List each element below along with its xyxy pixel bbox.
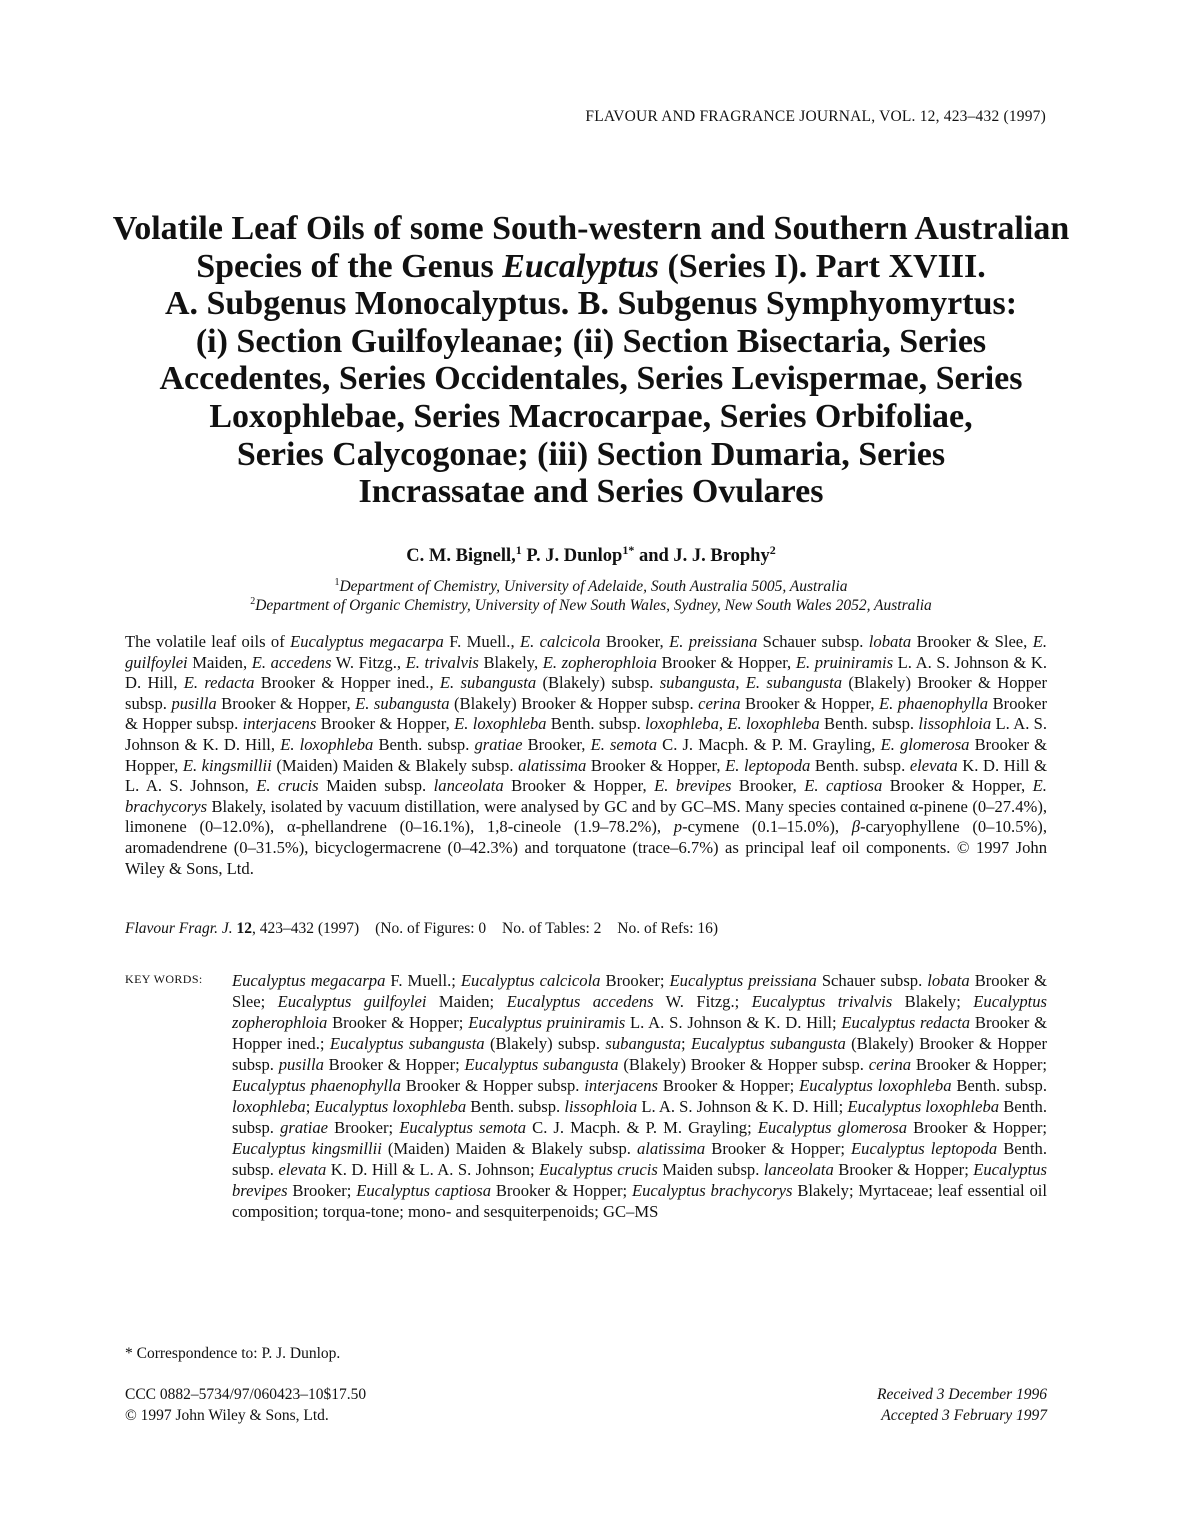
keyword-segment-text: ; (681, 1034, 692, 1053)
keyword-segment-italic: Eucalyptus brachycorys (631, 1181, 793, 1200)
title-line: Accedentes, Series Occidentales, Series Levispermae, Series (159, 360, 1023, 398)
keyword-segment-italic: Eucalyptus loxophleba (847, 1097, 1000, 1116)
abstract-segment-text: Brooker, (522, 734, 591, 754)
keyword-segment-text: Brooker & Hopper; (491, 1181, 632, 1200)
abstract-segment-italic: elevata (909, 755, 958, 775)
keyword-segment-text: Benth. subsp. (232, 1139, 1047, 1179)
keyword-segment-text: Brooker; (328, 1118, 400, 1137)
keyword-segment-italic: Eucalyptus glomerosa (757, 1118, 908, 1137)
affiliation-mark: 1 (334, 577, 340, 588)
keyword-segment-text: Brooker & Hopper; (327, 1013, 469, 1032)
abstract-segment-italic: E. subangusta (355, 693, 450, 713)
keyword-segment-text: W. Fitzg.; (653, 992, 752, 1011)
abstract-segment-text: K. D. Hill & L. A. S. Johnson, (125, 755, 1047, 796)
abstract-segment-italic: E. zopherophloia (542, 652, 657, 672)
abstract-segment-italic: E. kingsmillii (182, 755, 272, 775)
keyword-segment-text: Benth. subsp. (466, 1097, 565, 1116)
keyword-segment-italic: Eucalyptus redacta (841, 1013, 971, 1032)
author-name: and J. J. Brophy (638, 546, 770, 566)
keyword-segment-italic: Eucalyptus captiosa (356, 1181, 492, 1200)
keyword-segment-text: Schauer subsp. (816, 971, 928, 990)
keyword-segment-italic: lissophloia (564, 1097, 638, 1116)
abstract-segment-italic: E. loxophleba (727, 714, 820, 734)
keyword-segment-text: Brooker & Hopper subsp. (400, 1076, 585, 1095)
abstract-segment-italic: alatissima (518, 755, 587, 775)
abstract-segment-italic: lanceolata (433, 776, 504, 796)
title-text: Species of the Genus (196, 247, 494, 285)
abstract-segment-italic: lobata (868, 632, 912, 651)
abstract-segment-text: , (718, 714, 728, 734)
keyword-segment-text: Benth. subsp. (232, 1097, 1047, 1137)
title-line: A. Subgenus Monocalyptus. B. Subgenus Symphyomyrtus: (164, 285, 1018, 323)
title-line: (i) Section Guilfoyleanae; (ii) Section Bisectaria, Series (195, 322, 987, 360)
abstract-segment-text: Brooker & Hopper, (216, 693, 356, 713)
abstract-segment-italic: Eucalyptus megacarpa (290, 632, 444, 651)
abstract-segment-italic: E. calcicola (519, 632, 601, 651)
affiliation-text: Department of Organic Chemistry, University of New South Wales, Sydney, New South Wales 2052, Australia (255, 597, 932, 615)
title-line: Incrassatae and Series Ovulares (358, 473, 824, 511)
abstract-segment-text: , (735, 673, 746, 693)
abstract-segment-text: Brooker & Slee, (911, 632, 1033, 651)
keyword-segment-text: (Blakely) Brooker & Hopper subsp. (232, 1034, 1048, 1074)
abstract-segment-italic: p (673, 817, 683, 837)
keyword-segment-text: Brooker & Hopper ined.; (232, 1013, 1047, 1053)
journal-abbrev: Flavour Fragr. J. (125, 920, 233, 937)
keyword-segment-italic: cerina (868, 1055, 912, 1074)
keyword-segment-italic: lanceolata (763, 1160, 834, 1179)
abstract-segment-text: Maiden, (187, 652, 252, 672)
keyword-segment-italic: Eucalyptus leptopoda (851, 1139, 998, 1158)
abstract-segment-italic: E. subangusta (439, 673, 537, 693)
abstract-segment-italic: subangusta (659, 673, 736, 693)
affiliation-mark: 2 (250, 596, 256, 607)
abstract-segment-italic: β (851, 817, 861, 837)
abstract-segment-text: The volatile leaf oils of (125, 632, 291, 651)
abstract-segment-text: C. J. Macph. & P. M. Grayling, (657, 734, 881, 754)
received-dates (877, 1384, 1047, 1426)
abstract-segment-italic: E. guilfoylei (125, 632, 1047, 672)
abstract-segment-text: (Maiden) Maiden & Blakely subsp. (271, 755, 519, 775)
abstract-segment-italic: E. glomerosa (880, 734, 970, 754)
keyword-segment-text: (Maiden) Maiden & Blakely subsp. (381, 1139, 637, 1158)
copyright-notice: © 1997 John Wiley & Sons, Ltd. (125, 1407, 329, 1424)
abstract-segment-text: Brooker & Hopper, (882, 776, 1033, 796)
abstract-segment-italic: E. captiosa (804, 776, 883, 796)
keyword-segment-text: Brooker & Hopper; (323, 1055, 465, 1074)
author-affil-mark: 1* (622, 542, 635, 557)
keyword-segment-italic: interjacens (584, 1076, 659, 1095)
keyword-segment-text: Brooker & Hopper; (911, 1055, 1047, 1074)
keyword-segment-text: L. A. S. Johnson & K. D. Hill; (637, 1097, 848, 1116)
pages-year: , 423–432 (1997) (252, 920, 360, 937)
keyword-segment-italic: Eucalyptus guilfoylei (277, 992, 427, 1011)
title-line: Loxophlebae, Series Macrocarpae, Series Orbifoliae, (209, 397, 973, 435)
abstract-segment-italic: E. loxophleba (454, 714, 547, 734)
abstract-segment-text: W. Fitzg., (331, 652, 406, 672)
correspondence-footnote: * Correspondence to: P. J. Dunlop. (125, 1345, 341, 1362)
keyword-segment-text: (Blakely) subsp. (484, 1034, 606, 1053)
title-line (110, 248, 1072, 286)
title-line: Volatile Leaf Oils of some South-western and Southern Australian (112, 210, 1070, 247)
keyword-segment-text: Maiden subsp. (657, 1160, 764, 1179)
abstract-segment-text: Brooker, (731, 776, 805, 796)
ccc-code: CCC 0882–5734/97/060423–10$17.50 (125, 1386, 367, 1403)
keyword-segment-italic: Eucalyptus semota (399, 1118, 527, 1137)
abstract-segment-text: Brooker & Hopper, (503, 776, 655, 796)
keyword-segment-italic: Eucalyptus subangusta (691, 1034, 846, 1053)
title-text: (Series I). Part XVIII. (667, 247, 986, 285)
affiliation (110, 596, 1072, 615)
abstract-segment-text: Brooker & Hopper, (316, 714, 455, 734)
affiliation-text: Department of Chemistry, University of Adelaide, South Australia 5005, Australia (339, 578, 848, 596)
keyword-segment-italic: Eucalyptus kingsmillii (232, 1139, 382, 1158)
volume-number: 12 (236, 920, 253, 937)
abstract-segment-italic: E. loxophleba (280, 734, 374, 754)
article-title (110, 210, 1072, 511)
keyword-segment-italic: elevata (278, 1160, 327, 1179)
keyword-segment-text: F. Muell.; (385, 971, 461, 990)
abstract-segment-text: Brooker, (600, 632, 670, 651)
citation-line (125, 920, 1047, 938)
keyword-segment-text: Maiden; (426, 992, 507, 1011)
abstract-segment-text: Benth. subsp. (546, 714, 646, 734)
abstract-segment-text: (Blakely) subsp. (536, 673, 660, 693)
copyright-block (125, 1384, 366, 1426)
abstract-segment-italic: E. redacta (183, 673, 255, 693)
keywords (232, 970, 1047, 1222)
abstract-segment-italic: E. pruiniramis (795, 652, 894, 672)
title-line: Series Calycogonae; (iii) Section Dumaria, Series (236, 435, 946, 473)
abstract-segment-text: (Blakely) Brooker & Hopper subsp. (449, 693, 699, 713)
keyword-segment-text: Brooker; (600, 971, 670, 990)
keyword-segment-text: K. D. Hill & L. A. S. Johnson; (326, 1160, 540, 1179)
abstract-segment-text: -cymene (0.1–15.0%), (682, 817, 852, 837)
abstract-segment-italic: loxophleba (645, 714, 719, 734)
keyword-segment-text: Blakely; (892, 992, 974, 1011)
abstract-segment-text: Benth. subsp. (819, 714, 919, 734)
abstract-segment-text: Brooker & Hopper subsp. (125, 693, 1047, 734)
keyword-segment-italic: Eucalyptus accedens (506, 992, 654, 1011)
keyword-segment-italic: alatissima (636, 1139, 706, 1158)
abstract-segment-italic: E. trivalvis (405, 652, 479, 672)
abstract-segment-text: Benth. subsp. (810, 755, 910, 775)
abstract-segment-italic: pusilla (171, 693, 217, 713)
keyword-segment-italic: lobata (927, 971, 970, 990)
affiliation (110, 577, 1072, 596)
keyword-segment-text: Brooker & Hopper; (705, 1139, 852, 1158)
keyword-segment-italic: Eucalyptus phaenophylla (232, 1076, 401, 1095)
keyword-segment-text: Brooker & Hopper; (907, 1118, 1048, 1137)
abstract-segment-text: Brooker & Hopper, (586, 755, 726, 775)
accepted-date: Accepted 3 February 1997 (881, 1407, 1047, 1424)
abstract-segment-text: Brooker & Hopper ined., (254, 673, 440, 693)
keyword-segment-italic: Eucalyptus subangusta (464, 1055, 619, 1074)
keyword-segment-text: Benth. subsp. (951, 1076, 1047, 1095)
keyword-segment-italic: Eucalyptus preissiana (669, 971, 817, 990)
keyword-segment-text: Blakely; Myrtaceae; leaf essential oil composition; torqua-tone; mono- and sesquiterpenoids; GC–MS (232, 1181, 1047, 1221)
keyword-segment-italic: Eucalyptus megacarpa (232, 971, 386, 990)
figure-count: (No. of Figures: 0 (375, 920, 487, 937)
keywords-label: KEY WORDS: (125, 972, 203, 986)
abstract-segment-italic: E. phaenophylla (879, 693, 989, 713)
author-list (110, 542, 1072, 567)
abstract-segment-italic: E. subangusta (745, 673, 843, 693)
abstract-segment-italic: E. leptopoda (725, 755, 811, 775)
keyword-segment-italic: Eucalyptus calcicola (460, 971, 601, 990)
keyword-segment-italic: Eucalyptus subangusta (329, 1034, 485, 1053)
keyword-segment-italic: pusilla (278, 1055, 324, 1074)
abstract-segment-italic: lissophloia (918, 714, 992, 734)
keyword-segment-italic: Eucalyptus brevipes (232, 1160, 1047, 1200)
keyword-segment-italic: subangusta (605, 1034, 682, 1053)
abstract-segment-text: L. A. S. Johnson & K. D. Hill, (125, 714, 1048, 754)
keyword-segment-text: Brooker & Slee; (232, 971, 1047, 1011)
title-genus: Eucalyptus (502, 247, 660, 285)
abstract-segment-italic: gratiae (474, 734, 523, 754)
keyword-segment-italic: loxophleba (232, 1097, 306, 1116)
keyword-segment-text: Brooker & Hopper; (658, 1076, 800, 1095)
author-affil-mark: 1 (515, 542, 522, 557)
ref-count: No. of Refs: 16) (617, 920, 719, 937)
keyword-segment-italic: Eucalyptus zopherophloia (232, 992, 1047, 1032)
abstract-segment-text: F. Muell., (443, 632, 520, 651)
abstract (125, 632, 1047, 879)
keyword-segment-italic: Eucalyptus crucis (539, 1160, 658, 1179)
abstract-segment-italic: cerina (698, 693, 741, 713)
keyword-segment-text: (Blakely) Brooker & Hopper subsp. (618, 1055, 869, 1074)
keyword-segment-text: ; (305, 1097, 315, 1116)
abstract-segment-text: Maiden subsp. (318, 776, 434, 796)
abstract-segment-italic: E. semota (590, 734, 657, 754)
author-affil-mark: 2 (769, 542, 776, 557)
author-name: C. M. Bignell, (406, 546, 516, 566)
abstract-segment-text: Brooker & Hopper, (656, 652, 796, 672)
abstract-segment-italic: E. accedens (251, 652, 332, 672)
abstract-segment-text: Schauer subsp. (757, 632, 869, 651)
keyword-segment-italic: Eucalyptus trivalvis (751, 992, 893, 1011)
received-date: Received 3 December 1996 (877, 1386, 1047, 1403)
abstract-segment-text: Brooker & Hopper, (740, 693, 879, 713)
keyword-segment-italic: Eucalyptus loxophleba (314, 1097, 467, 1116)
abstract-segment-text: (Blakely) Brooker & Hopper subsp. (125, 673, 1047, 713)
abstract-segment-text: L. A. S. Johnson & K. D. Hill, (125, 652, 1047, 693)
keyword-segment-text: Brooker; (287, 1181, 357, 1200)
abstract-segment-italic: interjacens (242, 714, 317, 734)
abstract-segment-italic: E. brevipes (654, 776, 732, 796)
abstract-segment-text: Benth. subsp. (373, 734, 475, 754)
keyword-segment-italic: Eucalyptus loxophleba (799, 1076, 952, 1095)
abstract-segment-text: Brooker & Hopper, (125, 734, 1048, 775)
keyword-segment-text: Brooker & Hopper; (833, 1160, 974, 1179)
abstract-segment-text: -caryophyllene (0–10.5%), aromadendrene (0–31.5%), bicyclogermacrene (0–42.3%) and torquatone (trace–6.7%) as principal leaf oil components. © 1997 John Wiley & Sons, Ltd. (125, 817, 1047, 878)
abstract-segment-text: Blakely, (478, 652, 543, 672)
abstract-segment-italic: E. crucis (256, 776, 319, 796)
keyword-segment-italic: gratiae (280, 1118, 328, 1137)
running-head: FLAVOUR AND FRAGRANCE JOURNAL, VOL. 12, 423–432 (1997) (585, 108, 1046, 125)
author-name: P. J. Dunlop (526, 546, 623, 566)
keyword-segment-italic: Eucalyptus pruiniramis (468, 1013, 626, 1032)
abstract-segment-italic: E. preissiana (669, 632, 758, 651)
table-count: No. of Tables: 2 (502, 920, 602, 937)
abstract-segment-text: Blakely, isolated by vacuum distillation, were analysed by GC and by GC–MS. Many species contained α-pinene (0–27.4%), limonene (0–12.0%), α-phellandrene (0–16.1%), 1,8-cineole (1.9–78.2%), (125, 796, 1047, 837)
abstract-segment-italic: E. brachycorys (125, 776, 1047, 816)
keyword-segment-text: L. A. S. Johnson & K. D. Hill; (625, 1013, 842, 1032)
keyword-segment-text: C. J. Macph. & P. M. Grayling; (526, 1118, 758, 1137)
